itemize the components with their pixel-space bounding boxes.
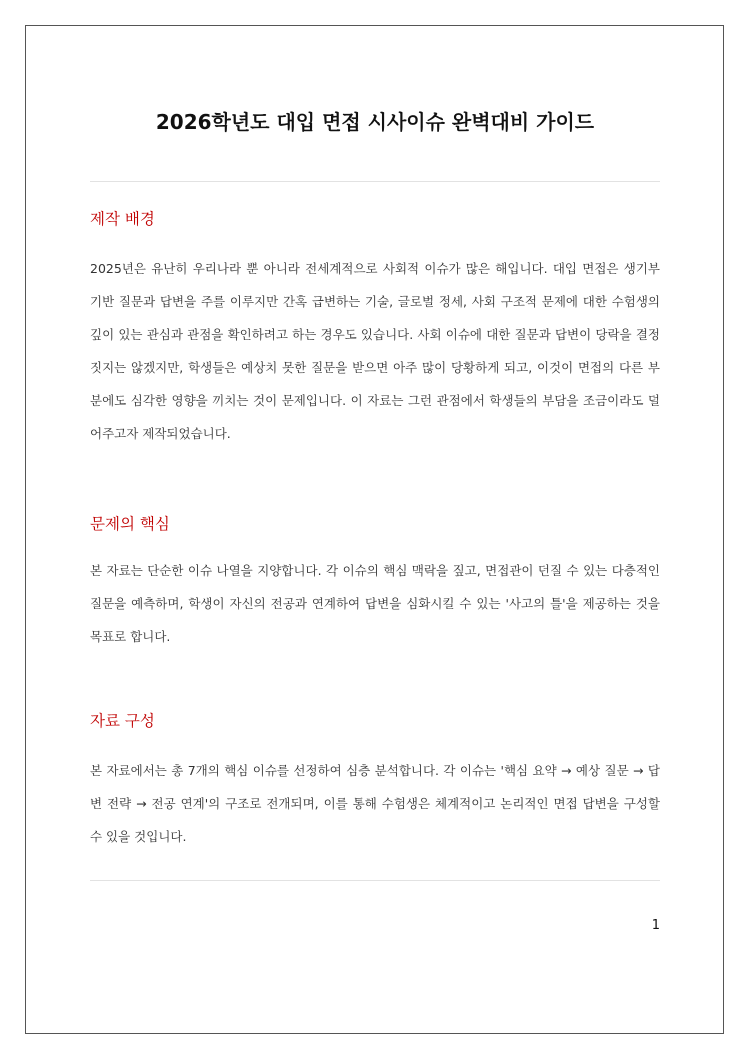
section-body-composition: 본 자료에서는 총 7개의 핵심 이슈를 선정하여 심층 분석합니다. 각 이슈는 '핵심 요약 → 예상 질문 → 답변 전략 → 전공 연계'의 구조로 전개되며, 이를 통해 수험생은 체계적이고 논리적인 면접 답변을 구성할 수 있을 것입니다. xyxy=(90,763,660,844)
divider-top xyxy=(90,181,660,182)
section-heading-composition: 자료 구성 xyxy=(90,712,155,730)
divider-bottom xyxy=(90,880,660,881)
page-number: 1 xyxy=(651,918,660,933)
section-body-core-problem: 본 자료는 단순한 이슈 나열을 지양합니다. 각 이슈의 핵심 맥락을 짚고, 면접관이 던질 수 있는 다층적인 질문을 예측하며, 학생이 자신의 전공과 연계하여 답변을 심화시킬 수 있는 '사고의 틀'을 제공하는 것을 목표로 합니다. xyxy=(90,563,660,644)
section-body-background: 2025년은 유난히 우리나라 뿐 아니라 전세계적으로 사회적 이슈가 많은 해입니다. 대입 면접은 생기부 기반 질문과 답변을 주를 이루지만 간혹 급변하는 기술, 글로벌 정세, 사회 구조적 문제에 대한 수험생의 깊이 있는 관심과 관점을 확인하려고 하는 경우도 있습니다. 사회 이슈에 대한 질문과 답변이 당락을 결정짓지는 않겠지만, 학생들은 예상치 못한 질문을 받으면 아주 많이 당황하게 되고, 이것이 면접의 다른 부분에도 심각한 영향을 끼치는 것이 문제입니다. 이 자료는 그런 관점에서 학생들의 부담을 조금이라도 덜어주고자 제작되었습니다. xyxy=(90,261,660,441)
document-title: 2026학년도 대입 면접 시사이슈 완벽대비 가이드 xyxy=(155,110,595,134)
section-heading-background: 제작 배경 xyxy=(90,210,155,228)
section-heading-core-problem: 문제의 핵심 xyxy=(90,515,170,533)
